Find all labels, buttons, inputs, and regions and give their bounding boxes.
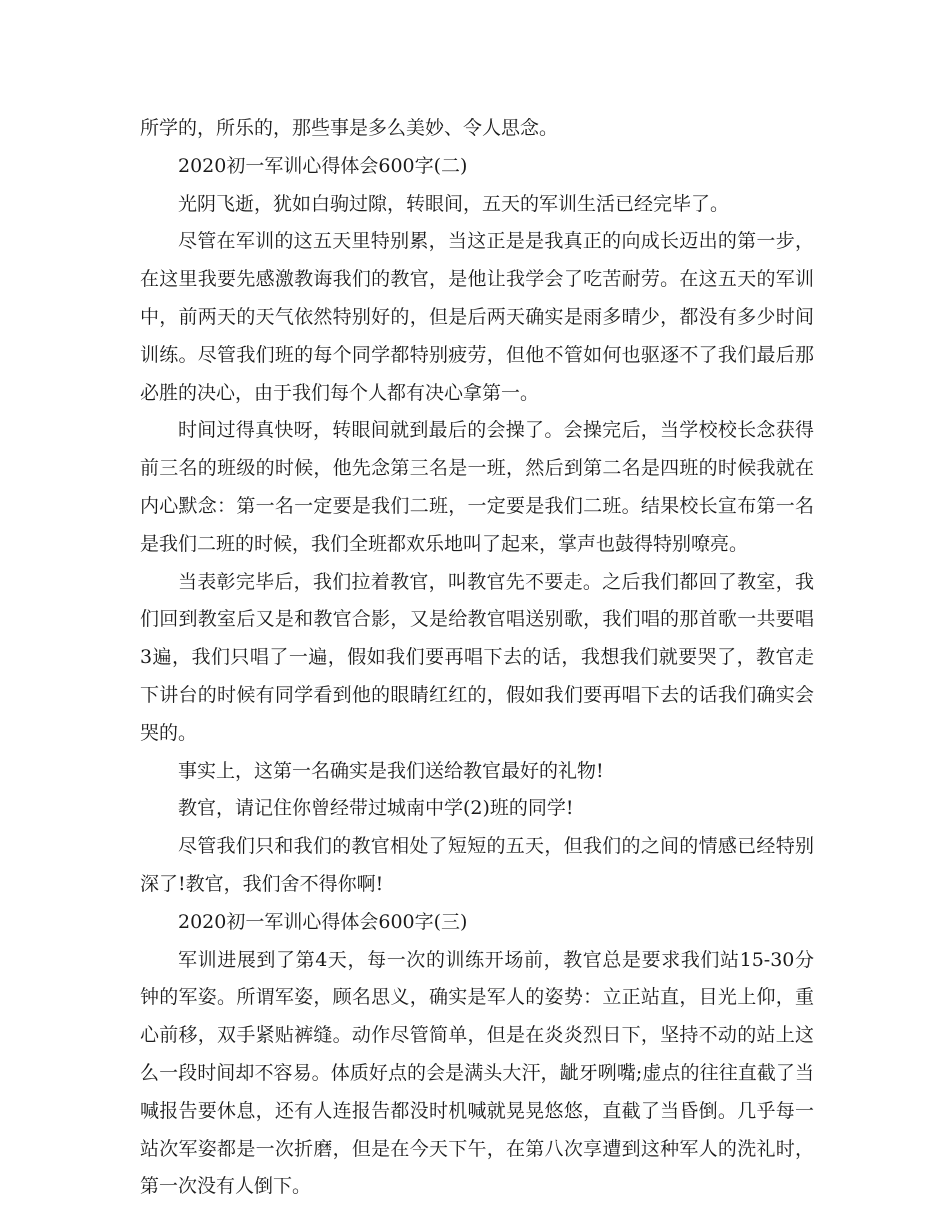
- section-heading-2: 2020初一军训心得体会600字(二): [178, 154, 468, 177]
- paragraph-7: 事实上，这第一名确实是我们送给教官最好的礼物!: [178, 759, 604, 782]
- paragraph-5: 时间过得真快呀，转眼间就到最后的会操了。会操完后，当学校校长念获得前三名的班级的时候，他先念第三名是一班，然后到第二名是四班的时候我就在内心默念：第一名一定要是我们二班，一定要是我们二班。结果校长宣布第一名是我们二班的时候，我们全班都欢乐地叫了起来，掌声也鼓得特别嘹亮。: [140, 419, 814, 555]
- paragraph-6: 当表彰完毕后，我们拉着教官，叫教官先不要走。之后我们都回了教室，我们回到教室后又是和教官合影，又是给教官唱送别歌，我们唱的那首歌一共要唱3遍，我们只唱了一遍，假如我们要再唱下去的话，我想我们就要哭了，教官走下讲台的时候有同学看到他的眼睛红红的，假如我们要再唱下去的话我们确实会哭的。: [140, 570, 814, 744]
- paragraph-1: 所学的，所乐的，那些事是多么美妙、令人思念。: [140, 117, 559, 139]
- paragraph-8: 教官，请记住你曾经带过城南中学(2)班的同学!: [178, 797, 574, 820]
- paragraph-11: 军训进展到了第4天，每一次的训练开场前，教官总是要求我们站15-30分钟的军姿。所谓军姿，顾名思义，确实是军人的姿势：立正站直，目光上仰，重心前移，双手紧贴裤缝。动作尽管简单，但是在炎炎烈日下，坚持不动的站上这么一段时间却不容易。体质好点的会是满头大汗，龇牙咧嘴;虚点的往往直截了当喊报告要休息，还有人连报告都没时机喊就晃晃悠悠，直截了当昏倒。几乎每一站次军姿都是一次折磨，但是在今天下午，在第八次享遭到这种军人的洗礼时，第一次没有人倒下。: [140, 948, 814, 1198]
- paragraph-4: 尽管在军训的这五天里特别累，当这正是是我真正的向成长迈出的第一步，在这里我要先感激教诲我们的教官，是他让我学会了吃苦耐劳。在这五天的军训中，前两天的天气依然特别好的，但是后两天确实是雨多晴少，都没有多少时间训练。尽管我们班的每个同学都特别疲劳，但他不管如何也驱逐不了我们最后那必胜的决心，由于我们每个人都有决心拿第一。: [140, 230, 814, 404]
- document-body: [140, 110, 814, 1206]
- paragraph-3: 光阴飞逝，犹如白驹过隙，转眼间，五天的军训生活已经完毕了。: [178, 192, 730, 215]
- section-heading-3: 2020初一军训心得体会600字(三): [178, 910, 468, 933]
- paragraph-9: 尽管我们只和我们的教官相处了短短的五天，但我们的之间的情感已经特别深了!教官，我们舍不得你啊!: [140, 835, 814, 895]
